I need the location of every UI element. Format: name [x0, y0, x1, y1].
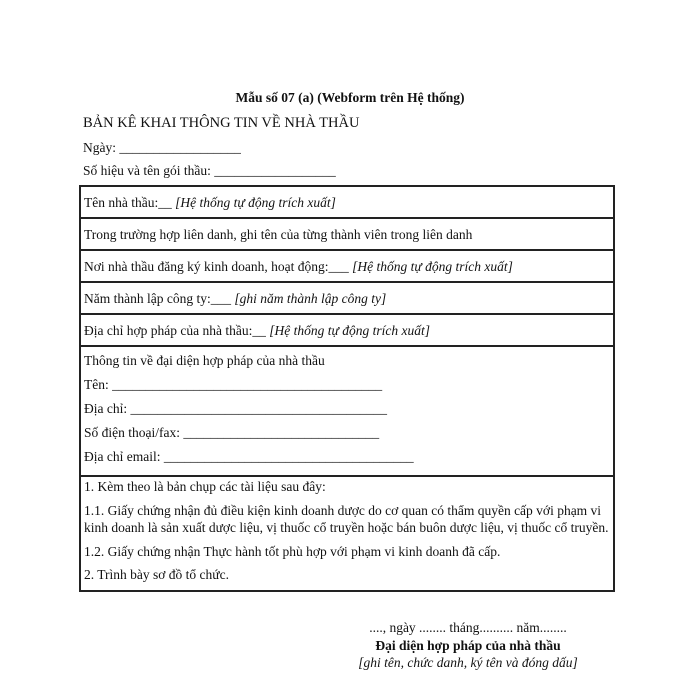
legal-address-row — [81, 315, 613, 347]
contractor-name-row — [81, 187, 613, 219]
business-place-hint: [Hệ thống tự động trích xuất] — [352, 259, 513, 274]
contractor-name-hint: [Hệ thống tự động trích xuất] — [175, 195, 336, 210]
form-heading: BẢN KÊ KHAI THÔNG TIN VỀ NHÀ THẦU — [83, 115, 360, 131]
representative-name: Tên: ________________________________________ — [84, 377, 383, 392]
form-title: Mẫu số 07 (a) (Webform trên Hệ thống) — [235, 90, 465, 105]
date-line: Ngày: __________________ — [83, 140, 241, 155]
representative-address: Địa chỉ: ______________________________________ — [84, 401, 387, 416]
legal-address-label: Địa chỉ hợp pháp của nhà thầu:__ — [84, 323, 270, 338]
attachments-row — [81, 477, 613, 590]
package-line: Số hiệu và tên gói thầu: __________________ — [83, 163, 336, 178]
representative-email: Địa chỉ email: _____________________________________ — [84, 449, 414, 464]
signature-hint: [ghi tên, chức danh, ký tên và đóng dấu] — [358, 655, 578, 670]
attachment-item-1-1: 1.1. Giấy chứng nhận đủ điều kiện kinh doanh dược do cơ quan có thẩm quyền cấp với phạm vi kinh doanh là sản xuất dược liệu, vị thuốc cổ truyền hoặc bán buôn dược liệu, vị thuốc cổ truyền. — [84, 502, 609, 535]
representative-phone: Số điện thoại/fax: _____________________________ — [84, 425, 380, 440]
contractor-info-table — [79, 185, 615, 592]
representative-title: Thông tin về đại diện hợp pháp của nhà thầu — [84, 353, 325, 368]
founding-year-hint: [ghi năm thành lập công ty] — [234, 291, 387, 306]
attachment-item-1-2: 1.2. Giấy chứng nhận Thực hành tốt phù hợp với phạm vi kinh doanh đã cấp. — [84, 543, 501, 559]
legal-address-hint: [Hệ thống tự động trích xuất] — [269, 323, 430, 338]
founding-year-row — [81, 283, 613, 315]
business-place-label: Nơi nhà thầu đăng ký kinh doanh, hoạt động:___ — [84, 259, 353, 274]
attachment-item-2: 2. Trình bày sơ đồ tổ chức. — [84, 567, 229, 582]
signature-title: Đại diện hợp pháp của nhà thầu — [375, 638, 561, 653]
joint-venture-row — [81, 219, 613, 251]
contractor-name-label: Tên nhà thầu:__ — [84, 195, 176, 210]
business-place-row — [81, 251, 613, 283]
signature-date-line: ...., ngày ........ tháng.......... năm........ — [369, 620, 567, 635]
attachments-intro: 1. Kèm theo là bản chụp các tài liệu sau đây: — [84, 479, 326, 494]
joint-venture-label: Trong trường hợp liên danh, ghi tên của từng thành viên trong liên danh — [84, 227, 473, 242]
founding-year-label: Năm thành lập công ty:___ — [84, 291, 235, 306]
representative-row — [81, 347, 613, 477]
